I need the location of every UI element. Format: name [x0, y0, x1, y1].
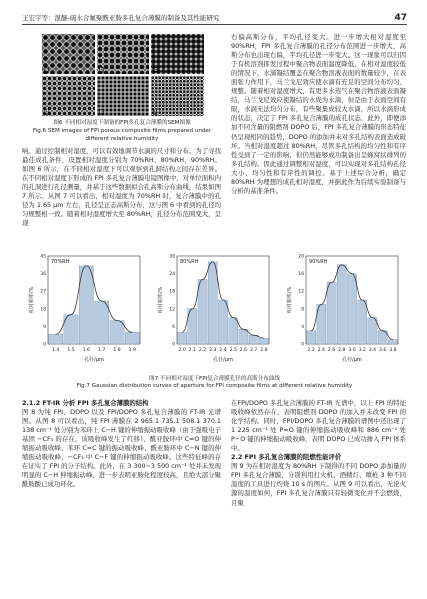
- page-header: [22, 10, 407, 25]
- x-tick-label: 2.5: [229, 348, 237, 353]
- figure7-caption-en: Fig.7 Gaussian distribution curves of aperture for FPI composite films at different relative humidity: [76, 383, 353, 389]
- y-tick-label: 0: [172, 342, 175, 348]
- plot-frame: [48, 256, 140, 344]
- sem-image-c: c: [151, 34, 204, 74]
- histogram-bar: [307, 331, 316, 344]
- body-text-right-top: 右偏高斯分布，平均孔径变大。进一步增大相对湿度至 90%RH，FPI 多孔复合薄膜的孔径分布范围进一步增大，高斯分布也出现右偏，平均孔径进一步变大。这一现象可以归因于有机溶剂挥发过程中聚合物表面温度降低，在相对湿度较低的情况下，水滴凝结覆盖在聚合物溶液表面的数量较少，在表面张力作用下，马兰戈尼效应使水滴有充足的空间分布均匀、规整。随着相对湿度增大，有更多水蒸气在聚合物溶液表面凝结，马兰戈尼效应使凝结的水成为水滴，但是由于表面空间有限，水滴无法均匀分布，有些聚集成较大水滴，所以水滴形成的状态，决定了 FPI 多孔复合薄膜的成孔状态，此外，即便添加不同含量的阻燃剂 DOPO 后，FPI 多孔复合薄膜的形态特征仍呈现相同的趋势，DOPO 的添加并未对多孔结构表面造成破坏。当相对湿度超过 80%RH，尽管多孔结构的均匀性和有序性受到了一定的影响，但仍然能够成功制备出呈蜂窝状排列的多孔结构。因此通过调整相对湿度，可以实现对多孔结构孔径大小、均匀性和有序性的调控。基于上述综合分析，确定 80%RH 为理想的成孔相对湿度，并据此作为后续实验制备与分析的基准条件。: [231, 33, 409, 195]
- paragraph-ftir: 图 8 为纯 FPI、DOPO 以及 FPI/DOPO 多孔复合薄膜的 FT-IR 光谱图。从图 8 可以看出，纯 FPI 薄膜在 2 965.1 735.1 508.1 370.1 138 cm⁻¹ 处分别为苯环上 C−H 键的伸缩振动吸收峰（由于强吸电子基团 −CF₃ 的存在，该吸收峰发生了红移）、酰亚胺环中 C=O 键的伸缩振动吸收峰、苯环 C=C 键的振动吸收峰、酰亚胺环中 C−N 键的伸缩振动吸收峰，−CF₃ 中 C−F 键的伸缩振动吸收峰。这些特征峰的存在证实了 FPI 的分子结构。此外，在 3 300~3 500 cm⁻¹ 处并未发现明显的 C−H 伸缩振动峰，进一步表明亚胺化程度较高，且绝大部分聚酰胺酸已成功环化。: [22, 408, 224, 489]
- figure7-charts: [28, 252, 403, 370]
- histogram-bar: [125, 332, 139, 344]
- histogram-bar: [259, 338, 268, 344]
- y-tick-label: 6: [172, 324, 175, 330]
- x-tick-label: 2.0: [178, 348, 186, 353]
- y-tick-label: 20: [298, 254, 304, 260]
- body-text-right-bottom: [231, 399, 409, 508]
- x-tick-label: 2.2: [307, 348, 315, 353]
- sem-image-f: f: [151, 76, 204, 116]
- y-axis-label: 相对频率/%: [287, 286, 293, 314]
- sem-image-d: d: [42, 76, 95, 116]
- histogram-80rh: [157, 252, 273, 364]
- histogram-bar: [388, 340, 397, 344]
- x-tick-label: 3.4: [368, 348, 377, 353]
- figure6-caption-en: Fig.6 SEM images of FPI porous composite films prepared under different relative humidity: [32, 128, 212, 142]
- x-tick-label: 3.2: [358, 348, 366, 353]
- x-tick-label: 1.9: [128, 348, 136, 353]
- x-axis-label: 孔径/μm: [342, 357, 362, 363]
- figure7-caption-cn: 图7 不同相对湿度下FPI复合薄膜孔径的高斯分布曲线: [148, 376, 281, 382]
- histogram-bar: [178, 332, 187, 344]
- x-tick-label: 2.8: [260, 348, 268, 353]
- histogram-bar: [95, 301, 109, 344]
- y-tick-label: 45: [40, 254, 46, 260]
- y-tick-label: 18: [169, 289, 175, 295]
- section-heading-2-1-2: 2.1.2 FT-IR 分析 FPI 多孔复合薄膜的结构: [22, 399, 149, 407]
- sem-image-e: e: [97, 76, 150, 116]
- sem-image-b: b: [97, 34, 150, 74]
- y-tick-label: 16: [298, 272, 304, 278]
- x-tick-label: 2.6: [327, 348, 336, 353]
- histogram-bar: [208, 262, 217, 344]
- y-tick-label: 24: [169, 272, 175, 278]
- histogram-bar: [239, 329, 248, 344]
- legend-label: 90%RH: [309, 259, 328, 265]
- y-tick-label: 36: [40, 272, 46, 278]
- x-tick-label: 2.2: [198, 348, 207, 353]
- y-tick-label: 8: [301, 307, 304, 313]
- figure6-caption-cn: 图6 不同相对湿度下制备的FPI多孔复合薄膜的SEM图像: [53, 120, 191, 126]
- histogram-bar: [110, 321, 124, 344]
- y-tick-label: 27: [40, 289, 46, 295]
- x-tick-label: 1.5: [67, 348, 75, 353]
- histogram-bar: [229, 318, 238, 344]
- y-axis-label: 相对频率/%: [29, 286, 35, 314]
- y-tick-label: 9: [43, 324, 46, 330]
- histogram-bar: [198, 279, 207, 344]
- x-tick-label: 1.6: [82, 348, 90, 353]
- x-axis-label: 孔径/μm: [84, 357, 104, 363]
- y-tick-label: 0: [301, 342, 304, 348]
- histogram-bar: [249, 335, 258, 344]
- x-tick-label: 2.4: [317, 348, 325, 353]
- paragraph-flame: 图 9 为在相对湿度为 80%RH 下制得的不同 DOPO 添加量的 FPI 多孔复合薄膜，分别利用打火机、酒精灯、喷枪 3 种不同温度的工具进行灼烧 10 s 的图片。从图 9 可以看出，无论火源的温度如何，FPI 多孔复合薄膜只有轻微变化并不会燃烧，且聚: [231, 462, 409, 507]
- y-tick-label: 12: [169, 307, 175, 313]
- histogram-bar: [358, 300, 367, 344]
- histogram-bar: [327, 282, 336, 344]
- body-text-left-bottom: [22, 399, 224, 489]
- y-tick-label: 12: [298, 289, 304, 295]
- x-tick-label: 2.1: [188, 348, 196, 353]
- x-tick-label: 2.6: [239, 348, 248, 353]
- y-axis-label: 相对频率/%: [158, 286, 164, 314]
- x-tick-label: 2.7: [250, 348, 258, 353]
- page-number: 47: [394, 13, 407, 23]
- x-tick-label: 3.6: [379, 348, 387, 353]
- legend-label: 80%RH: [180, 259, 199, 265]
- legend-label: 70%RH: [51, 259, 70, 265]
- y-tick-label: 18: [40, 307, 46, 313]
- body-text-left-top: 响。通过控制相对湿度，可以有效地调节水滴的尺寸和分布。为了寻找最佳成孔条件，设置相对湿度分别为 70%RH、80%RH、90%RH。如图 6 所示，在不同相对湿度下可以观察到孔洞结构之间存在差异。在不同相对湿度下形成的 FPI 多孔复合薄膜电镜图像中，对单位面积内的孔洞进行孔径测量，并基于这些数据拟合孔高斯分布曲线，结果如图 7 所示。从图 7 可以看出，相对湿度为 70%RH 时，复合薄膜中的孔径为 1.65 μm 左右，孔径呈正态高斯分布，这与图 6 中看到的孔径均匀规整相一致。随着相对湿度增大至 80%RH，孔径分布范围变大，呈现: [22, 147, 224, 228]
- x-axis-label: 孔径/μm: [213, 357, 233, 363]
- histogram-bar: [368, 318, 377, 344]
- running-title: 王宏宇等：混醚-硫水合氟聚酰亚胺多孔复合薄膜的制备及其性能研究: [22, 14, 220, 22]
- paragraph-ftir-cont: 在FPI/DOPO 多孔复合薄膜的 FT-IR 光谱中，以上 FPI 的特征吸收峰依然存在，表明阻燃剂 DOPO 的加入并未改变 FPI 的化学结构。同时，FPI/DOPO 多孔复合薄膜的谱图中还出现了 1 225 cm⁻¹ 处 P=O 键的伸缩振动吸收峰和 886 cm⁻¹ 处 P−O 键的伸缩振动吸收峰，表明 DOPO 已成功掺入 FPI 体系中。: [231, 399, 409, 453]
- histogram-bar: [347, 274, 356, 344]
- sem-image-grid: [42, 34, 204, 116]
- sem-image-a: a: [42, 34, 95, 74]
- histogram-bar: [218, 300, 227, 344]
- x-tick-label: 3.0: [348, 348, 356, 353]
- y-tick-label: 0: [43, 342, 46, 348]
- y-tick-label: 4: [301, 324, 304, 330]
- section-heading-2-2: 2.2 FPI 多孔复合薄膜的阻燃性能评价: [231, 453, 342, 462]
- x-tick-label: 1.4: [52, 348, 60, 353]
- histogram-90rh: [286, 252, 402, 364]
- histogram-bar: [49, 334, 63, 344]
- histogram-70rh: [28, 252, 144, 364]
- x-tick-label: 1.7: [98, 348, 106, 353]
- histogram-bar: [337, 265, 346, 344]
- x-tick-label: 2.4: [219, 348, 227, 353]
- x-tick-label: 2.8: [338, 348, 346, 353]
- x-tick-label: 1.8: [113, 348, 121, 353]
- x-tick-label: 2.3: [209, 348, 217, 353]
- x-tick-label: 3.8: [389, 348, 397, 353]
- y-tick-label: 30: [169, 254, 175, 260]
